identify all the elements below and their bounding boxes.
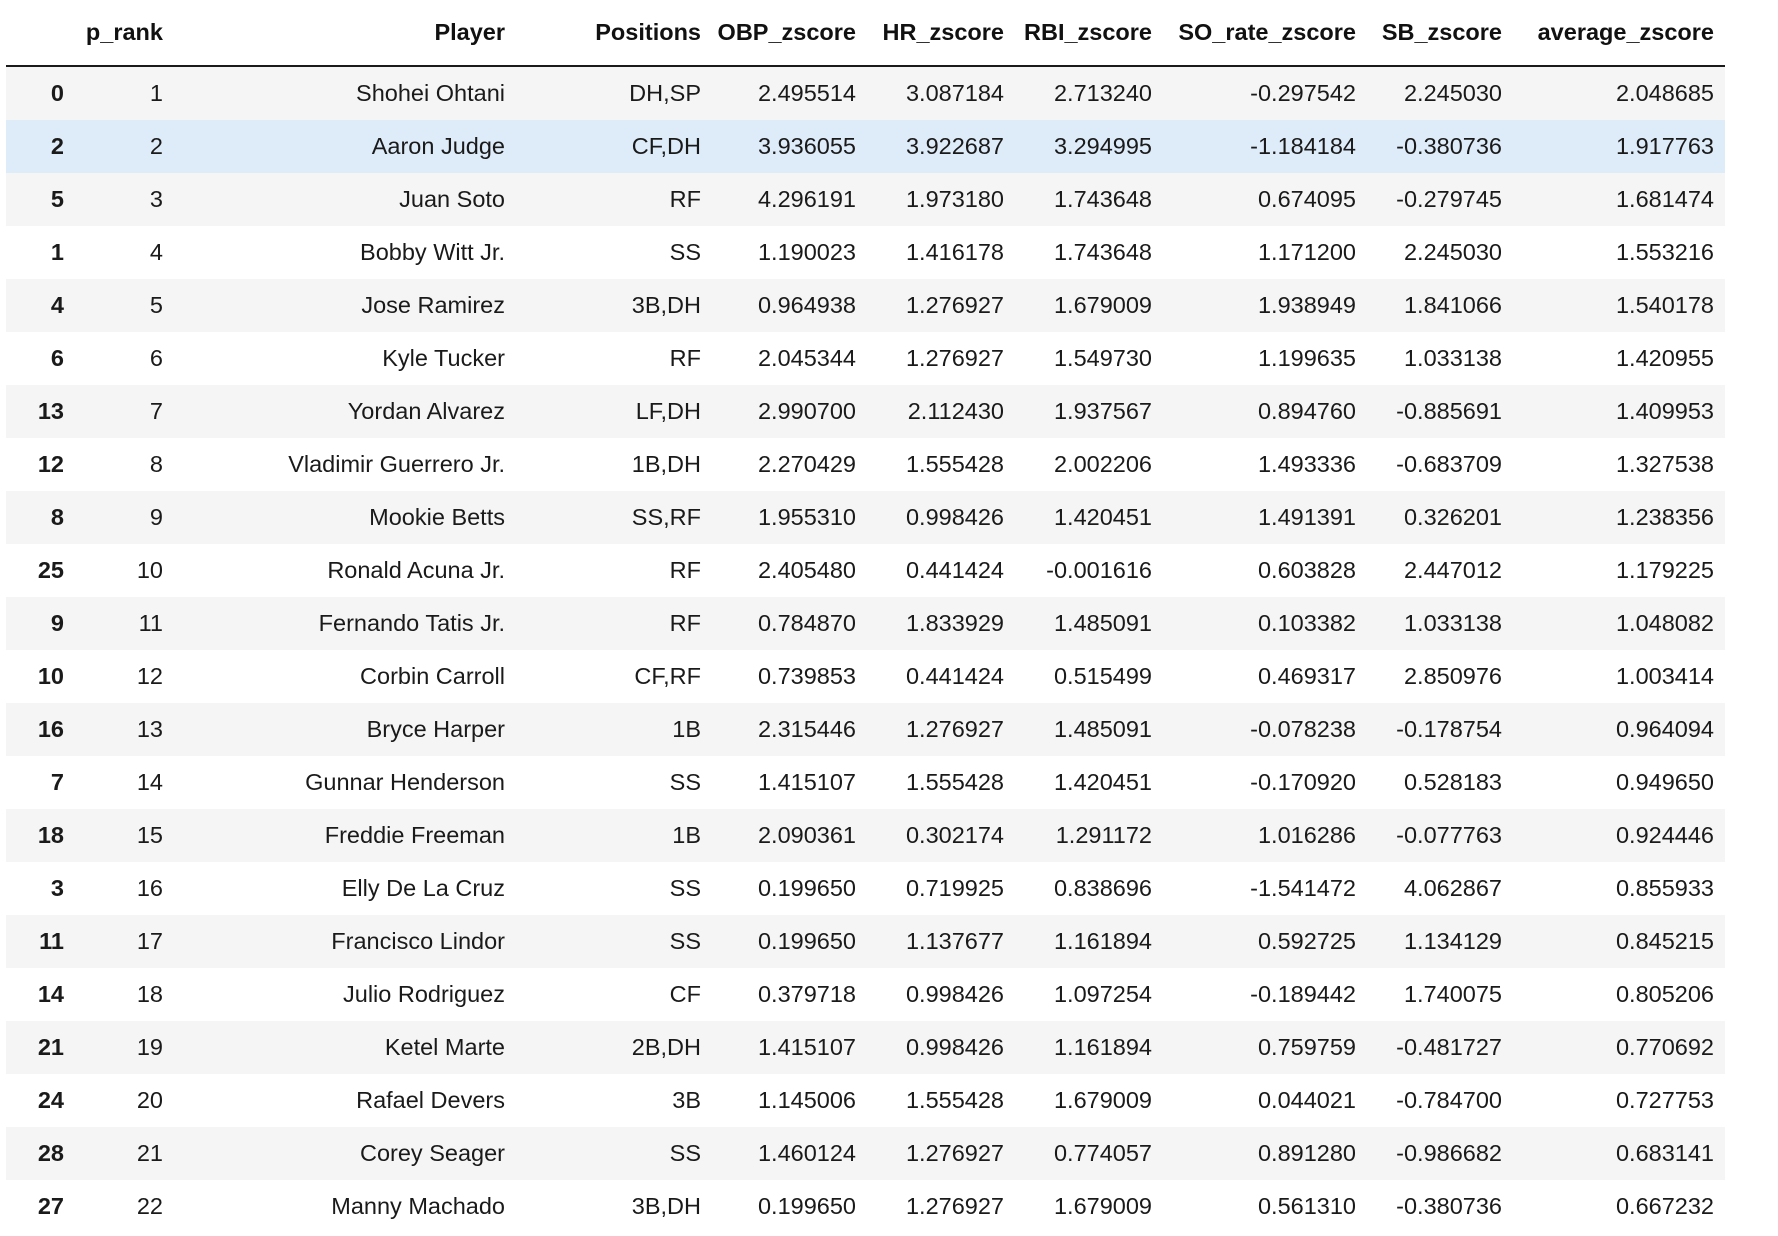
table-cell: 1.681474 [1615,186,1714,212]
table-cell: 1.409953 [1615,398,1714,424]
table-cell: 3B [672,1087,701,1113]
table-cell: 0.719925 [905,875,1004,901]
table-cell: 1.199635 [1257,345,1356,371]
table-cell: 0.838696 [1053,875,1152,901]
table-cell: 20 [136,1087,163,1113]
table-row [6,438,1725,491]
table-cell: 0.592725 [1257,928,1356,954]
table-cell: 1.137677 [905,928,1004,954]
table-cell: 2.495514 [757,80,856,106]
table-cell: CF [669,981,701,1007]
table-cell: -1.184184 [1250,133,1356,159]
table-cell: 1.553216 [1615,239,1714,265]
table-cell: 0.199650 [757,928,856,954]
table-cell: 0.199650 [757,875,856,901]
row-index: 10 [37,663,64,689]
table-cell: SS [669,239,701,265]
table-cell: LF,DH [635,398,701,424]
table-cell: 3.087184 [905,80,1004,106]
table-cell: 0.528183 [1403,769,1502,795]
table-cell: 1.679009 [1053,1193,1152,1219]
table-cell: 1.679009 [1053,1087,1152,1113]
table-cell: Bobby Witt Jr. [360,239,505,265]
table-cell: 0.302174 [905,822,1004,848]
table-cell: 2.245030 [1403,80,1502,106]
table-cell: 0.667232 [1615,1193,1714,1219]
table-cell: 21 [136,1140,163,1166]
table-cell: 0.845215 [1615,928,1714,954]
table-cell: -1.541472 [1250,875,1356,901]
table-cell: SS,RF [631,504,701,530]
table-row [6,173,1725,226]
table-cell: 1.917763 [1615,133,1714,159]
table-row [6,968,1725,1021]
table-cell: 1.555428 [905,1087,1004,1113]
table-cell: 0.924446 [1615,822,1714,848]
dataframe-output [6,0,1725,1233]
table-cell: -0.297542 [1250,80,1356,106]
row-index: 9 [50,610,64,636]
table-cell: Vladimir Guerrero Jr. [288,451,505,477]
table-cell: 1.134129 [1403,928,1502,954]
column-header: RBI_zscore [1015,0,1163,66]
table-cell: 2.245030 [1403,239,1502,265]
table-cell: 0.855933 [1615,875,1714,901]
row-index: 27 [37,1193,64,1219]
table-cell: SS [669,928,701,954]
table-row [6,1127,1725,1180]
table-row [6,1074,1725,1127]
row-index: 0 [50,80,64,106]
table-cell: 1.833929 [905,610,1004,636]
table-cell: -0.170920 [1250,769,1356,795]
table-cell: 1.420451 [1053,769,1152,795]
table-cell: 1.276927 [905,292,1004,318]
table-cell: 2.090361 [757,822,856,848]
table-cell: 0.326201 [1403,504,1502,530]
table-cell: 1.327538 [1615,451,1714,477]
table-cell: Juan Soto [399,186,505,212]
table-body [6,66,1725,1233]
table-cell: 13 [136,716,163,742]
table-cell: 1.276927 [905,1193,1004,1219]
index-header [6,0,84,66]
table-cell: 0.469317 [1257,663,1356,689]
table-cell: 2.112430 [907,398,1004,424]
table-cell: 1.416178 [905,239,1004,265]
table-cell: Ronald Acuna Jr. [327,557,505,583]
table-cell: 1.973180 [905,186,1004,212]
table-cell: 1.549730 [1053,345,1152,371]
table-cell: -0.683709 [1396,451,1502,477]
table-cell: Gunnar Henderson [305,769,505,795]
table-cell: 1.937567 [1053,398,1152,424]
table-cell: 2.315446 [757,716,856,742]
table-cell: 1.097254 [1053,981,1152,1007]
table-cell: 2.002206 [1053,451,1152,477]
table-row [6,809,1725,862]
table-cell: 1.555428 [905,769,1004,795]
table-cell: 5 [149,292,163,318]
table-cell: 0.998426 [905,504,1004,530]
row-index: 5 [50,186,64,212]
table-cell: RF [669,345,701,371]
table-cell: 2B,DH [631,1034,701,1060]
row-index: 16 [37,716,64,742]
dataframe-table [6,0,1725,1233]
table-cell: 1.493336 [1257,451,1356,477]
table-cell: 0.561310 [1257,1193,1356,1219]
table-cell: 0.044021 [1257,1087,1356,1113]
table-cell: 0.727753 [1615,1087,1714,1113]
table-row [6,756,1725,809]
table-cell: -0.178754 [1396,716,1502,742]
table-cell: 1.276927 [905,716,1004,742]
row-index: 12 [37,451,64,477]
table-cell: Elly De La Cruz [341,875,505,901]
table-cell: 0.998426 [905,1034,1004,1060]
column-header: HR_zscore [867,0,1015,66]
table-cell: Rafael Devers [356,1087,505,1113]
table-row [6,332,1725,385]
table-cell: 1B,DH [631,451,701,477]
table-cell: Fernando Tatis Jr. [318,610,505,636]
row-index: 24 [37,1087,64,1113]
row-index: 7 [50,769,64,795]
table-cell: 1.033138 [1403,610,1502,636]
table-cell: 0.379718 [757,981,856,1007]
table-cell: 1.003414 [1615,663,1714,689]
table-cell: 7 [149,398,163,424]
row-index: 8 [50,504,64,530]
table-cell: -0.885691 [1396,398,1502,424]
table-cell: 1.291172 [1055,822,1152,848]
table-cell: -0.077763 [1396,822,1502,848]
table-cell: 1.460124 [757,1140,856,1166]
table-cell: 1.540178 [1615,292,1714,318]
table-cell: 3B,DH [631,1193,701,1219]
table-cell: 1.491391 [1257,504,1356,530]
table-cell: 0.964938 [757,292,856,318]
table-cell: 2.405480 [757,557,856,583]
table-cell: 1B [672,716,701,742]
table-row [6,862,1725,915]
table-cell: 0.998426 [905,981,1004,1007]
table-cell: 0.441424 [905,557,1004,583]
table-cell: 0.784870 [757,610,856,636]
table-cell: 1.145006 [757,1087,856,1113]
table-cell: 6 [149,345,163,371]
table-cell: 1.161894 [1053,928,1152,954]
table-cell: 2.990700 [757,398,856,424]
table-cell: Ketel Marte [384,1034,505,1060]
table-cell: RF [669,557,701,583]
table-cell: 16 [136,875,163,901]
row-index: 25 [37,557,64,583]
table-cell: 3.294995 [1053,133,1152,159]
table-cell: 2.045344 [757,345,856,371]
row-index: 14 [37,981,64,1007]
table-cell: Mookie Betts [369,504,505,530]
table-cell: Manny Machado [331,1193,505,1219]
row-index: 13 [37,398,64,424]
row-index: 1 [50,239,64,265]
table-cell: 1.955310 [757,504,856,530]
table-row [6,650,1725,703]
table-cell: SS [669,769,701,795]
table-cell: Julio Rodriguez [343,981,505,1007]
table-cell: 0.949650 [1615,769,1714,795]
column-header: OBP_zscore [712,0,867,66]
table-cell: 0.441424 [905,663,1004,689]
column-header: average_zscore [1513,0,1725,66]
table-cell: 1.740075 [1403,981,1502,1007]
table-cell: SS [669,875,701,901]
table-cell: 19 [136,1034,163,1060]
table-cell: Bryce Harper [366,716,505,742]
table-cell: Corbin Carroll [360,663,505,689]
table-cell: Yordan Alvarez [347,398,505,424]
table-cell: 1.485091 [1053,610,1152,636]
table-cell: 0.805206 [1615,981,1714,1007]
row-index: 6 [50,345,64,371]
table-cell: -0.078238 [1250,716,1356,742]
table-cell: RF [669,186,701,212]
table-cell: 1B [672,822,701,848]
table-row [6,1180,1725,1233]
row-index: 28 [37,1140,64,1166]
table-cell: 1.048082 [1615,610,1714,636]
table-cell: 8 [149,451,163,477]
table-cell: 1.420451 [1053,504,1152,530]
table-cell: 1.171200 [1257,239,1356,265]
table-cell: 2.447012 [1403,557,1502,583]
table-cell: 0.603828 [1257,557,1356,583]
row-index: 11 [39,928,64,954]
table-row [6,491,1725,544]
table-cell: Kyle Tucker [382,345,505,371]
table-row [6,226,1725,279]
table-cell: CF,RF [634,663,701,689]
table-cell: CF,DH [631,133,701,159]
table-cell: -0.380736 [1396,1193,1502,1219]
table-cell: 3.922687 [905,133,1004,159]
table-cell: 1.238356 [1615,504,1714,530]
table-row [6,279,1725,332]
table-cell: 10 [136,557,163,583]
row-index: 4 [50,292,64,318]
table-cell: 1.485091 [1053,716,1152,742]
table-cell: RF [669,610,701,636]
table-row [6,597,1725,650]
table-cell: 0.774057 [1053,1140,1152,1166]
table-cell: 17 [136,928,163,954]
table-row [6,703,1725,756]
table-cell: SS [669,1140,701,1166]
table-cell: 1.555428 [905,451,1004,477]
table-row [6,544,1725,597]
table-cell: 1.841066 [1403,292,1502,318]
table-cell: 0.964094 [1615,716,1714,742]
column-header: p_rank [84,0,174,66]
table-cell: 15 [136,822,163,848]
column-header: SO_rate_zscore [1163,0,1367,66]
row-index: 18 [37,822,64,848]
table-cell: -0.189442 [1250,981,1356,1007]
table-cell: Jose Ramirez [361,292,505,318]
table-cell: 0.683141 [1615,1140,1714,1166]
table-cell: 9 [149,504,163,530]
row-index: 3 [50,875,64,901]
column-header: Positions [516,0,712,66]
table-cell: 0.739853 [757,663,856,689]
header-row [6,0,1725,66]
table-cell: 0.894760 [1257,398,1356,424]
column-header: Player [174,0,516,66]
table-cell: 0.891280 [1257,1140,1356,1166]
table-cell: 2.270429 [757,451,856,477]
row-index: 21 [37,1034,64,1060]
table-cell: 1.179225 [1615,557,1714,583]
table-cell: Francisco Lindor [331,928,505,954]
table-cell: 2.713240 [1053,80,1152,106]
table-cell: Shohei Ohtani [356,80,505,106]
table-cell: 2.048685 [1615,80,1714,106]
table-cell: 14 [136,769,163,795]
table-cell: 1.161894 [1053,1034,1152,1060]
table-cell: 1.033138 [1403,345,1502,371]
table-cell: 0.674095 [1257,186,1356,212]
row-index: 2 [50,133,64,159]
table-cell: 1.276927 [905,345,1004,371]
table-cell: 0.103382 [1257,610,1356,636]
table-cell: 1.415107 [757,769,856,795]
table-cell: DH,SP [629,80,701,106]
table-cell: -0.001616 [1046,557,1152,583]
table-cell: 1.276927 [905,1140,1004,1166]
table-row [6,66,1725,120]
table-cell: 4.296191 [757,186,856,212]
table-row [6,915,1725,968]
table-cell: 11 [138,610,163,636]
table-cell: 4 [149,239,163,265]
table-cell: 1.679009 [1053,292,1152,318]
table-cell: -0.279745 [1396,186,1502,212]
table-cell: 1.190023 [757,239,856,265]
table-cell: -0.784700 [1396,1087,1502,1113]
table-cell: Freddie Freeman [324,822,505,848]
table-cell: 1.938949 [1257,292,1356,318]
table-cell: 3 [149,186,163,212]
table-cell: -0.481727 [1396,1034,1502,1060]
table-cell: 1.743648 [1053,239,1152,265]
table-row [6,1021,1725,1074]
table-cell: -0.986682 [1396,1140,1502,1166]
table-cell: 1.016286 [1257,822,1356,848]
table-cell: 1.415107 [757,1034,856,1060]
table-cell: 0.199650 [757,1193,856,1219]
table-cell: 4.062867 [1403,875,1502,901]
table-cell: 0.515499 [1053,663,1152,689]
table-cell: 3.936055 [757,133,856,159]
table-cell: Corey Seager [360,1140,505,1166]
table-cell: 12 [136,663,163,689]
table-cell: 0.759759 [1257,1034,1356,1060]
table-cell: -0.380736 [1396,133,1502,159]
table-cell: Aaron Judge [371,133,505,159]
table-row [6,120,1725,173]
table-cell: 0.770692 [1615,1034,1714,1060]
table-cell: 22 [136,1193,163,1219]
table-cell: 2.850976 [1403,663,1502,689]
table-cell: 2 [149,133,163,159]
table-cell: 1 [149,80,163,106]
column-header: SB_zscore [1367,0,1513,66]
table-cell: 18 [136,981,163,1007]
table-cell: 3B,DH [631,292,701,318]
table-row [6,385,1725,438]
table-cell: 1.420955 [1615,345,1714,371]
table-cell: 1.743648 [1053,186,1152,212]
